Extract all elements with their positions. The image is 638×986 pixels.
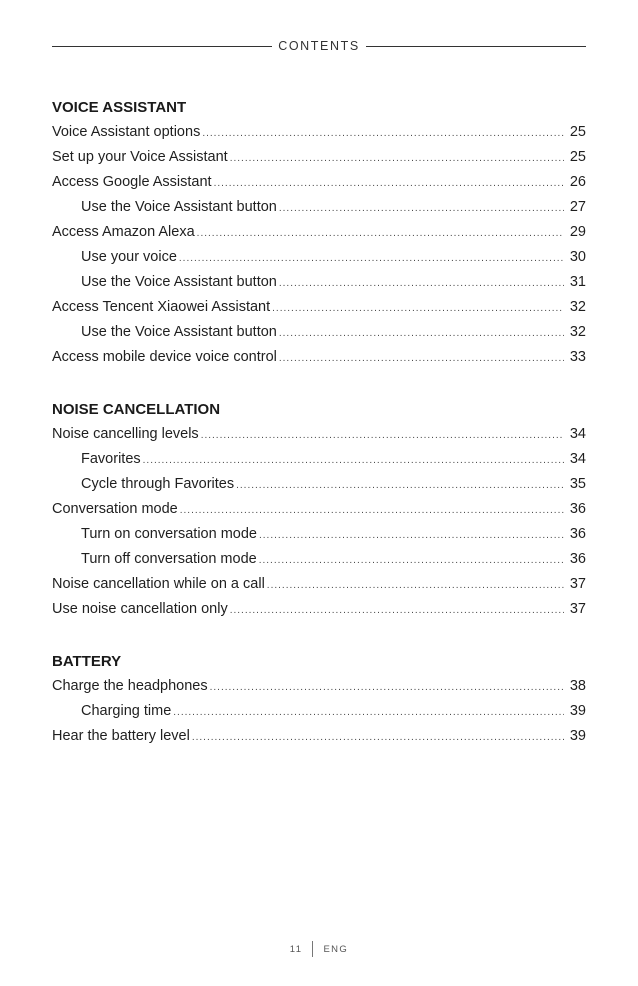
toc-entry-page: 31 [569, 274, 586, 290]
dot-leader [179, 246, 564, 271]
toc-entry[interactable] [52, 422, 586, 447]
dot-leader [201, 423, 564, 448]
toc-entry-text: Turn off conversation mode [81, 551, 257, 567]
toc-entry[interactable] [52, 447, 586, 472]
dot-leader [267, 573, 564, 598]
dot-leader [279, 271, 564, 296]
dot-leader [202, 121, 564, 146]
page-number: 11 [289, 943, 303, 955]
toc-entry-text: Favorites [81, 451, 141, 467]
toc-entry-page: 34 [569, 451, 586, 467]
contents-header [52, 37, 586, 55]
toc-entry-text: Voice Assistant options [52, 124, 201, 140]
header-rule-right [366, 46, 586, 47]
dot-leader [173, 700, 564, 725]
toc-entry-page: 25 [569, 124, 586, 140]
toc-entry[interactable] [52, 547, 586, 572]
dot-leader [214, 171, 564, 196]
toc-entry-text: Use your voice [81, 249, 177, 265]
toc-entry-text: Use the Voice Assistant button [81, 199, 277, 215]
toc-entry-page: 39 [569, 728, 586, 744]
toc-entry-text: Turn on conversation mode [81, 526, 257, 542]
toc-entry[interactable] [52, 724, 586, 749]
toc-entry-page: 38 [569, 678, 586, 694]
toc-section [52, 96, 586, 370]
section-title: BATTERY [52, 653, 122, 670]
toc-entry-page: 34 [569, 426, 586, 442]
toc-entry-page: 26 [569, 174, 586, 190]
toc-entry-page: 25 [569, 149, 586, 165]
language-label: ENG [323, 943, 349, 955]
toc-entry-page: 27 [569, 199, 586, 215]
footer-separator [312, 941, 313, 957]
dot-leader [143, 448, 564, 473]
toc-entry-page: 36 [569, 501, 586, 517]
toc-entry[interactable] [52, 120, 586, 145]
toc-entry[interactable] [52, 522, 586, 547]
dot-leader [279, 196, 564, 221]
toc-entry-text: Conversation mode [52, 501, 178, 517]
toc-entry-page: 36 [569, 551, 586, 567]
dot-leader [230, 598, 564, 623]
toc-entry-page: 29 [569, 224, 586, 240]
toc-entry-page: 33 [569, 349, 586, 365]
header-rule-left [52, 46, 272, 47]
dot-leader [272, 296, 564, 321]
dot-leader [279, 321, 564, 346]
page-title: CONTENTS [278, 39, 360, 53]
toc-entry-text: Hear the battery level [52, 728, 190, 744]
toc-entry-text: Use the Voice Assistant button [81, 274, 277, 290]
section-title: NOISE CANCELLATION [52, 401, 221, 418]
toc-entry[interactable] [52, 497, 586, 522]
toc-entry-text: Cycle through Favorites [81, 476, 235, 492]
toc-entry-text: Charging time [81, 703, 172, 719]
toc-entry-text: Noise cancelling levels [52, 426, 199, 442]
toc-entry-text: Access Tencent Xiaowei Assistant [52, 299, 271, 315]
toc-entry-page: 32 [569, 299, 586, 315]
toc-entry-page: 32 [569, 324, 586, 340]
toc-entry-text: Access Amazon Alexa [52, 224, 195, 240]
toc-entry[interactable] [52, 245, 586, 270]
toc-entry[interactable] [52, 572, 586, 597]
section-title: VOICE ASSISTANT [52, 99, 187, 116]
toc-entry-page: 36 [569, 526, 586, 542]
toc-entry[interactable] [52, 170, 586, 195]
dot-leader [236, 473, 564, 498]
toc-section [52, 650, 586, 749]
toc-entry-page: 39 [569, 703, 586, 719]
toc-entry-text: Access Google Assistant [52, 174, 212, 190]
toc-entry-page: 37 [569, 576, 586, 592]
dot-leader [180, 498, 564, 523]
toc-entry-text: Charge the headphones [52, 678, 208, 694]
dot-leader [197, 221, 564, 246]
toc-entry[interactable] [52, 295, 586, 320]
toc-entry[interactable] [52, 674, 586, 699]
page-footer [0, 940, 638, 958]
toc-entry[interactable] [52, 345, 586, 370]
toc-entry-page: 35 [569, 476, 586, 492]
toc-section [52, 398, 586, 622]
dot-leader [192, 725, 564, 750]
toc-entry-text: Use noise cancellation only [52, 601, 228, 617]
toc-entry[interactable] [52, 320, 586, 345]
toc-entry[interactable] [52, 145, 586, 170]
toc-entry-page: 30 [569, 249, 586, 265]
toc-entry[interactable] [52, 472, 586, 497]
table-of-contents [52, 96, 586, 777]
toc-entry[interactable] [52, 699, 586, 724]
dot-leader [230, 146, 564, 171]
toc-entry[interactable] [52, 195, 586, 220]
toc-entry-text: Use the Voice Assistant button [81, 324, 277, 340]
dot-leader [259, 523, 564, 548]
toc-entry-text: Set up your Voice Assistant [52, 149, 228, 165]
dot-leader [210, 675, 564, 700]
toc-entry-text: Access mobile device voice control [52, 349, 277, 365]
toc-entry[interactable] [52, 270, 586, 295]
toc-entry-page: 37 [569, 601, 586, 617]
toc-entry[interactable] [52, 220, 586, 245]
dot-leader [279, 346, 564, 371]
toc-entry-text: Noise cancellation while on a call [52, 576, 265, 592]
toc-entry[interactable] [52, 597, 586, 622]
dot-leader [259, 548, 564, 573]
